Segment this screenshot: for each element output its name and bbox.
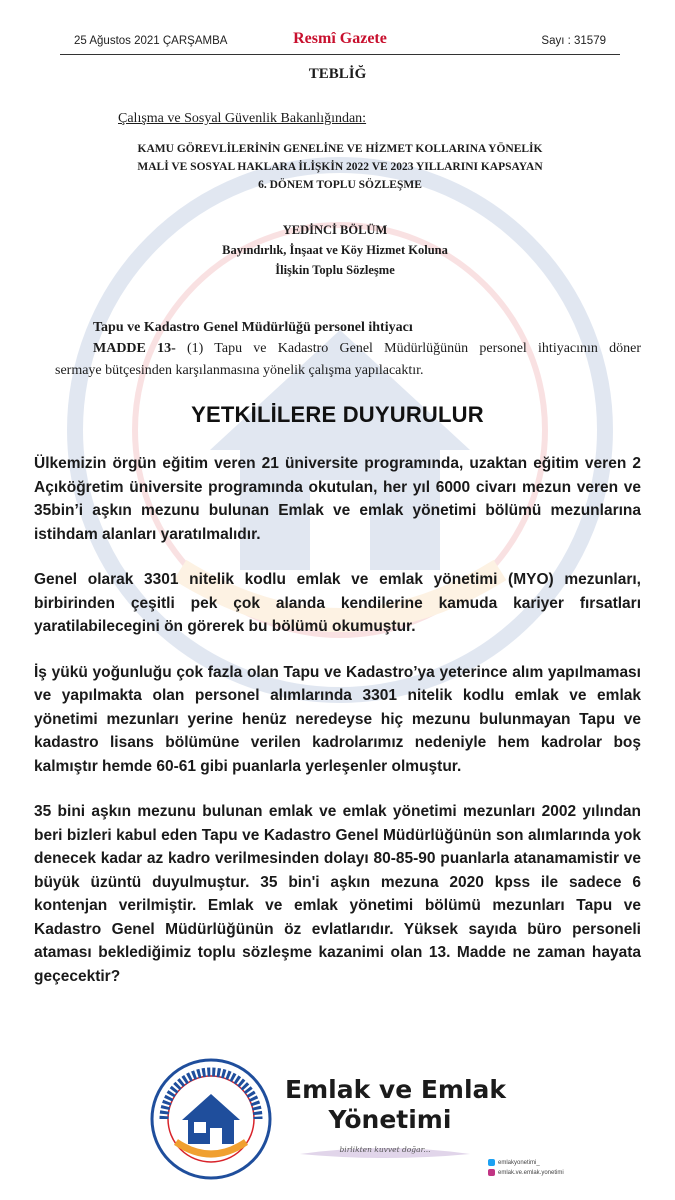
section-line: İlişkin Toplu Sözleşme: [275, 263, 395, 277]
article-label: MADDE 13-: [93, 341, 176, 356]
announcement-body: [34, 452, 641, 1010]
social-handles: [488, 1158, 564, 1178]
paragraph: Ülkemizin örgün eğitim veren 21 üniversite programında, uzaktan eğitim veren 2 Açıköğretim üniversite programında okutulan, her yıl 6000 civarı mezun veren ve 35bin’i aşkın mezunu bulunan Emlak ve emlak yönetimi bölümü mezunlarına istihdam alanları yaratılmalıdır.: [34, 455, 641, 543]
article-title: Tapu ve Kadastro Genel Müdürlüğü personel ihtiyacı: [93, 320, 413, 335]
social-instagram[interactable]: emlak.ve.emlak.yonetimi: [488, 1168, 564, 1178]
section-block: [180, 220, 490, 280]
article-body-line1: [93, 341, 641, 357]
brand-wordmark: [285, 1075, 507, 1135]
article-body-line2: sermaye bütçesinden karşılanmasına yönelik çalışma yapılacaktır.: [55, 363, 424, 378]
instagram-icon: [488, 1169, 495, 1176]
section-line: YEDİNCİ BÖLÜM: [282, 223, 388, 237]
subject-line: MALİ VE SOSYAL HAKLARA İLİŞKİN 2022 VE 2023 YILLARINI KAPSAYAN: [137, 161, 543, 173]
subject-block: [60, 140, 620, 194]
platform-logo-icon: [150, 1058, 272, 1180]
subject-line: 6. DÖNEM TOPLU SÖZLEŞME: [258, 179, 422, 191]
subject-line: KAMU GÖREVLİLERİNİN GENELİNE VE HİZMET KOLLARINA YÖNELİK: [137, 143, 543, 155]
brand-tagline: birlikten kuvvet doğar...: [339, 1145, 431, 1154]
teblig-heading: TEBLİĞ: [308, 66, 367, 82]
gazette-date: 25 Ağustos 2021 ÇARŞAMBA: [74, 35, 228, 47]
page-headline: YETKİLİLERE DUYURULUR: [191, 402, 484, 427]
brand-line1: Emlak ve Emlak: [285, 1075, 507, 1104]
twitter-icon: [488, 1159, 495, 1166]
gazette-title: Resmî Gazete: [293, 30, 387, 47]
paragraph: 35 bini aşkın mezunu bulunan emlak ve emlak yönetimi mezunları 2002 yılından beri bizleri kabul eden Tapu ve Kadastro Genel Müdürlüğünün son alımlarında yok denecek kadar az kadro verilmesinden dolayı 80-85-90 puanlarla atanamamistir ve büyük üzüntü duyulmuştur. 35 bin'i aşkın mezuna 2020 kpss ile sadece 6 kontenjan verilmiştir. Emlak ve emlak yönetimi bölümü mezunları Tapu ve Kadastro Genel Müdürlüğünün öz evlatlarıdır. Yüksek sayıda büro personeli ataması beklediğimiz toplu sözleşme kazanimi olan 13. Madde ne zaman hayata geçecektir?: [34, 803, 641, 985]
gazette-issue: Sayı : 31579: [541, 35, 606, 47]
brand-line2: Yönetimi: [328, 1105, 452, 1134]
section-line: Bayındırlık, İnşaat ve Köy Hizmet Koluna: [222, 243, 448, 257]
paragraph: İş yükü yoğunluğu çok fazla olan Tapu ve Kadastro’ya yeterince alım yapılmaması ve yapılmakta olan personel alımlarında 3301 nitelik kodlu emlak ve emlak yönetimi mezunları yerine henüz neredeyse hiç mezunu bulunmayan Tapu ve kadastro lisans bölümüne verilen kadrolarımız nedeniyle hem kadrolar boş kalmıştır hemde 60-61 gibi puanlarla yerleşenler olmuştur.: [34, 663, 641, 775]
ministry-line: Çalışma ve Sosyal Güvenlik Bakanlığından:: [118, 111, 367, 126]
article-text: (1) Tapu ve Kadastro Genel Müdürlüğünün personel ihtiyacının döner: [175, 341, 642, 356]
social-twitter[interactable]: emlakyonetimi_: [488, 1158, 564, 1168]
gazette-header: [60, 30, 620, 55]
paragraph: Genel olarak 3301 nitelik kodlu emlak ve emlak yönetimi (MYO) mezunları, birbirinden çeşitli pek çok alanda kendilerine kamuda kariyer fırsatları yaratilabilecegini ön görerek bu bölümü okumuştur.: [34, 571, 641, 635]
